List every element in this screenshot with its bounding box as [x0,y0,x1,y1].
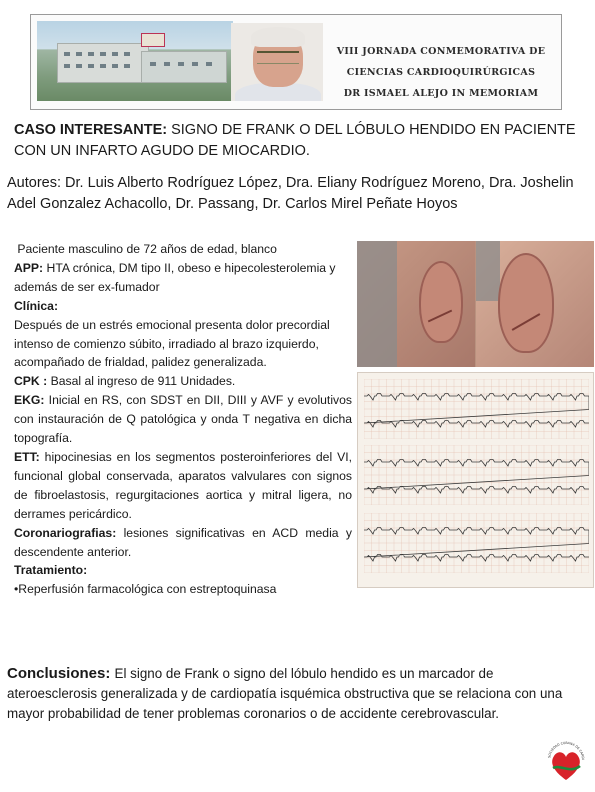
conclusions [7,664,581,724]
cuban-cardiology-society-logo [544,738,588,784]
ecg-tracings [357,372,594,588]
coronariografia-label: Coronariografias: [14,525,117,540]
earlobe-crease-photos [357,241,594,367]
hospital-sign [141,33,165,47]
ecg-strip [364,379,589,439]
ett-section [14,448,352,524]
case-heading [14,120,584,162]
case-title: SIGNO DE FRANK O DEL LÓBULO HENDIDO EN PACIENTE CON UN INFARTO AGUDO DE MIOCARDIO. [14,122,576,159]
event-title [321,41,561,104]
right-ear-photo [476,241,594,367]
coronariografia-text: lesiones significativas en ACD media y descendente anterior. [14,525,352,559]
cpk-label: CPK : [14,374,48,389]
ekg-section [14,391,352,448]
ecg-strip [364,445,589,505]
conclusions-label: Conclusiones: [7,665,115,682]
ekg-label: EKG: [14,393,45,408]
case-description [14,240,352,599]
app-section [14,259,352,297]
cpk-text: Basal al ingreso de 911 Unidades. [47,374,236,389]
memoriam-portrait [231,23,323,101]
authors: Autores: Dr. Luis Alberto Rodríguez López, Dra. Eliany Rodríguez Moreno, Dra. Joshelin Adel Gonzalez Achacollo, Dr. Passang, Dr. Carlos Mirel Peñate Hoyos [7,175,574,212]
ecg-strip [364,513,589,573]
app-label: APP: [14,260,44,275]
tratamiento-item: •Reperfusión farmacológica con estreptoquinasa [14,582,277,597]
event-title-line: DR ISMAEL ALEJO IN MEMORIAM [343,88,539,99]
ett-label: ETT: [14,449,40,464]
ekg-text: Inicial en RS, con SDST en DII, DIII y AVF y evolutivos con instauración de Q patológica y onda T negativa en dicha topografía. [14,393,352,446]
conclusions-text: El signo de Frank o signo del lóbulo hendido es un marcador de ateroesclerosis generalizada y de cardiopatía isquémica obstructiva que se relaciona con una mayor probabilidad de tener problemas coronarios o de accidente cerebrovascular. [7,666,563,721]
clinica-text: Después de un estrés emocional presenta dolor precordial intenso de comienzo súbito, irradiado al brazo izquierdo, acompañado de frialdad, palidez generalizada. [14,317,330,370]
event-title-line: VIII JORNADA CONMEMORATIVA DE [336,46,546,57]
hospital-photo [37,21,233,101]
hospital-building [57,43,149,83]
cpk-section [14,372,352,391]
ett-text: hipocinesias en los segmentos posteroinferiores del VI, funcional global conservada, aparatos valvulares con signos de fibroelastosis, regurgitaciones aortica y mitral ligera, no derrames pericárdico. [14,449,352,521]
left-ear-photo [357,241,475,367]
coronariografia-section [14,524,352,562]
tratamiento-label: Tratamiento: [14,563,88,578]
app-text: HTA crónica, DM tipo II, obeso e hipecolesterolemia y además de ser ex-fumador [14,260,336,294]
hospital-wing [141,51,227,83]
patient-intro: Paciente masculino de 72 años de edad, blanco [17,242,277,256]
svg-text:SOCIEDAD CUBANA DE CARDIOLOGÍA: SOCIEDAD CUBANA DE CARDI [547,740,586,761]
header-banner [30,14,562,110]
clinica-label: Clínica: [14,298,59,313]
event-title-line: CIENCIAS CARDIOQUIRÚRGICAS [346,67,536,78]
case-label: CASO INTERESANTE: [14,122,168,138]
